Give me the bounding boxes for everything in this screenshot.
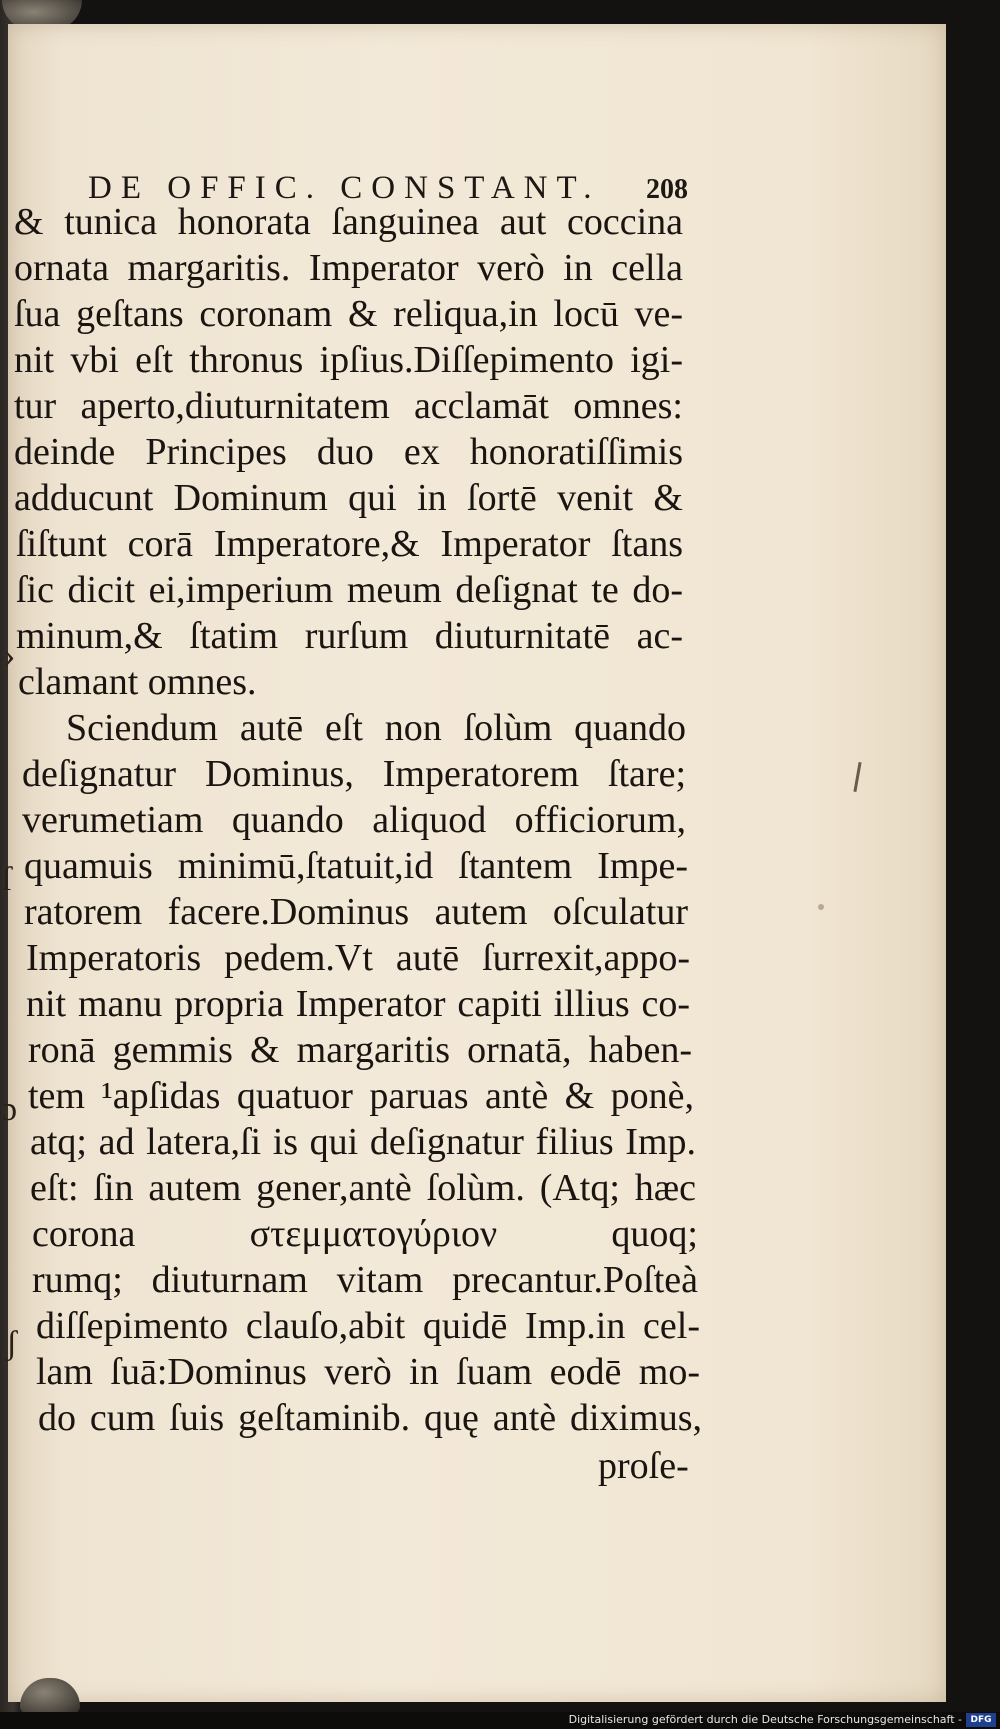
text-line: ronā gemmis & margaritis ornatā, haben- xyxy=(28,1029,692,1071)
text-line: ornata margaritis. Imperator verò in cella xyxy=(14,247,683,289)
running-title: DE OFFIC. CONSTANT. xyxy=(88,170,601,206)
body-text xyxy=(8,24,946,1702)
text-line: Sciendum autē eſt non ſolùm quando xyxy=(66,707,686,749)
text-line: nit manu propria Imperator capiti illius co- xyxy=(26,983,690,1025)
text-line: & tunica honorata ſanguinea aut coccina xyxy=(14,201,683,243)
catchword: proſe- xyxy=(598,1445,689,1487)
text-line: diſſepimento clauſo,abit quidē Imp.in cel- xyxy=(36,1305,700,1347)
book-page xyxy=(2,24,946,1702)
text-line: deſignatur Dominus, Imperatorem ſtare; xyxy=(22,753,686,795)
margin-mark: ſ xyxy=(2,861,12,898)
text-line: Imperatoris pedem.Vt autē ſurrexit,appo- xyxy=(26,937,690,979)
page-number: 208 xyxy=(646,174,688,205)
text-line: lam ſuā:Dominus verò in ſuam eodē mo- xyxy=(36,1351,700,1393)
text-line: ſiſtunt corā Imperatore,& Imperator ſtans xyxy=(16,523,683,565)
text-line: atq; ad latera,ſi is qui deſignatur filius Imp. xyxy=(30,1121,696,1163)
text-line: minum,& ſtatim rurſum diuturnitatē ac- xyxy=(16,615,683,657)
margin-mark: ʃ xyxy=(6,1325,18,1362)
dfg-logo: DFG xyxy=(966,1713,996,1727)
text-line: deinde Principes duo ex honoratiſſimis xyxy=(14,431,683,473)
text-line: nit vbi eſt thronus ipſius.Diſſepimento igi- xyxy=(14,339,683,381)
text-line: adducunt Dominum qui in ſortē venit & xyxy=(14,477,683,519)
text-line: clamant omnes. xyxy=(18,661,257,703)
text-line: ſua geſtans coronam & reliqua,in locū ve- xyxy=(14,293,683,335)
text-line: verumetiam quando aliquod officiorum, xyxy=(22,799,686,841)
text-line: tur aperto,diuturnitatem acclamāt omnes: xyxy=(14,385,683,427)
text-line: tem ¹apſidas quatuor paruas antè & ponè, xyxy=(28,1075,694,1117)
text-line: quamuis minimū,ſtatuit,id ſtantem Impe- xyxy=(24,845,688,887)
text-line: ratorem facere.Dominus autem oſculatur xyxy=(24,891,688,933)
text-line: ſic dicit ei,imperium meum deſignat te do- xyxy=(16,569,683,611)
footer-credit: Digitalisierung gefördert durch die Deutsche Forschungsgemeinschaft - xyxy=(568,1713,962,1726)
margin-mark: › xyxy=(4,637,16,674)
text-line: rumq; diuturnam vitam precantur.Poſteà xyxy=(32,1259,698,1301)
text-line: do cum ſuis geſtaminib. quę antè diximus, xyxy=(38,1397,702,1439)
paper-speck xyxy=(818,904,824,910)
margin-mark: ɔ xyxy=(2,1091,18,1128)
text-line: corona στεμματογύριον quoq; xyxy=(32,1213,698,1255)
text-line: eſt: ſin autem gener,antè ſolùm. (Atq; hæc xyxy=(30,1167,696,1209)
